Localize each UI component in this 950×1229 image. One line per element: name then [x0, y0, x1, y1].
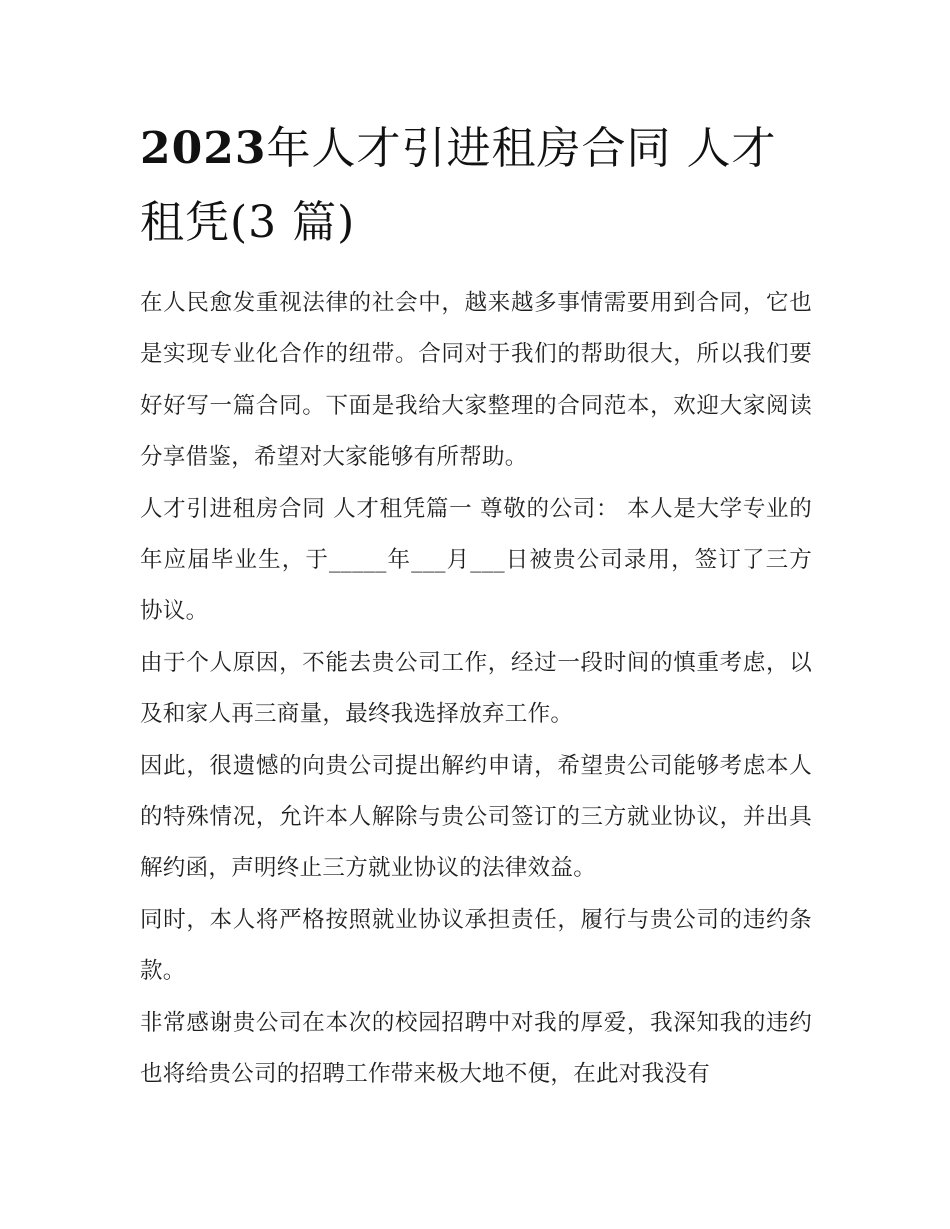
paragraph-request: 因此，很遗憾的向贵公司提出解约申请，希望贵公司能够考虑本人的特殊情况，允许本人解除与贵公司签订的三方就业协议，并出具解约函，声明终止三方就业协议的法律效益。	[140, 752, 812, 882]
paragraph-thanks: 非常感谢贵公司在本次的校园招聘中对我的厚爱，我深知我的违约也将给贵公司的招聘工作带来极大地不便，在此对我没有	[140, 1009, 812, 1088]
document-title	[140, 112, 800, 260]
document-body	[140, 278, 812, 1101]
paragraph-letter-opening: 人才引进租房合同 人才租凭篇一 尊敬的公司： 本人是大学专业的年应届毕业生，于_____年___月___日被贵公司录用，签订了三方协议。	[140, 495, 812, 625]
paragraph-intro: 在人民愈发重视法律的社会中，越来越多事情需要用到合同，它也是实现专业化合作的纽带。合同对于我们的帮助很大，所以我们要好好写一篇合同。下面是我给大家整理的合同范本，欢迎大家阅读分享借鉴，希望对大家能够有所帮助。	[140, 290, 812, 471]
title-text: 年人才引进租房合同 人才租凭(3 篇)	[140, 123, 777, 248]
paragraph-responsibility: 同时，本人将严格按照就业协议承担责任，履行与贵公司的违约条款。	[140, 906, 812, 985]
title-year: 2023	[140, 123, 267, 174]
paragraph-reason: 由于个人原因，不能去贵公司工作，经过一段时间的慎重考虑，以及和家人再三商量，最终我选择放弃工作。	[140, 649, 812, 728]
